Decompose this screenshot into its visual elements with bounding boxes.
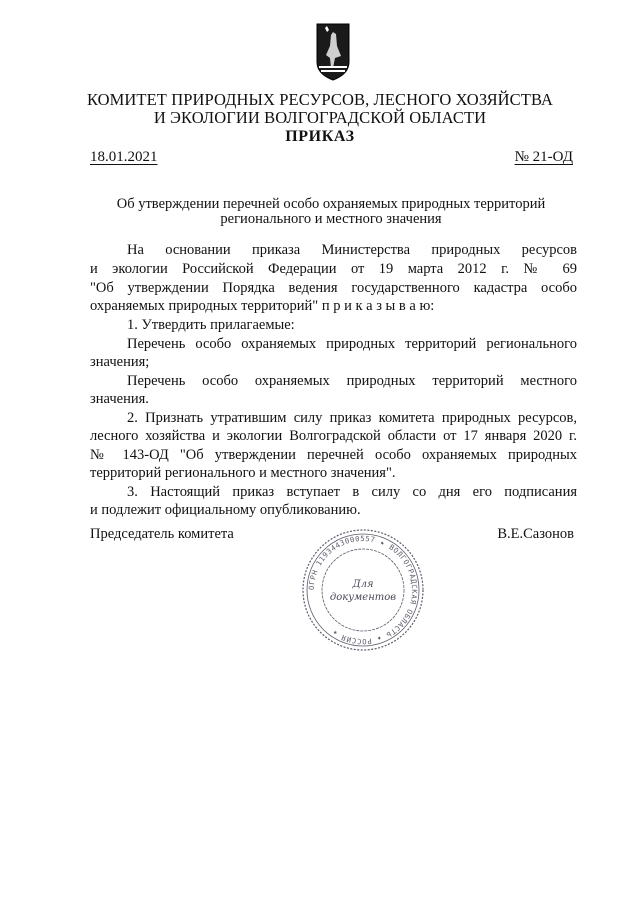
document-type: ПРИКАЗ bbox=[285, 128, 355, 145]
document-number: № 21-ОД bbox=[514, 149, 573, 165]
committee-name-line-2: И ЭКОЛОГИИ ВОЛГОГРАДСКОЙ ОБЛАСТИ bbox=[153, 108, 487, 127]
list-1-line-1: Перечень особо охраняемых природных территорий регионального bbox=[127, 336, 577, 352]
svg-text:ОГРН 1193443000557 ★ ВОЛГОГРАД bbox=[307, 534, 419, 646]
item-3-line-1: 3. Настоящий приказ вступает в силу со дня его подписания bbox=[127, 484, 577, 500]
paragraph-1-line-2: и экологии Российской Федерации от 19 марта 2012 г. № 69 bbox=[90, 261, 577, 277]
item-2-line-4: территорий регионального и местного значения". bbox=[90, 465, 396, 481]
list-1-line-2: значения; bbox=[90, 354, 150, 370]
coat-of-arms-icon bbox=[315, 22, 351, 82]
paragraph-1-line-1: На основании приказа Министерства природных ресурсов bbox=[127, 242, 577, 258]
stamp-center-text-2: документов bbox=[329, 592, 397, 603]
item-2-line-2: лесного хозяйства и экологии Волгоградской области от 17 января 2020 г. bbox=[90, 428, 577, 444]
committee-name-line-1: КОМИТЕТ ПРИРОДНЫХ РЕСУРСОВ, ЛЕСНОГО ХОЗЯЙСТВА bbox=[86, 90, 554, 109]
item-3-line-2: и подлежит официальному опубликованию. bbox=[90, 502, 361, 518]
list-2-line-2: значения. bbox=[90, 391, 149, 407]
paragraph-1-line-4: охраняемых природных территорий" п р и к а з ы в а ю: bbox=[90, 298, 435, 314]
subject-line-2: регионального и местного значения bbox=[220, 211, 442, 227]
document-date: 18.01.2021 bbox=[90, 149, 158, 165]
item-2-line-1: 2. Признать утратившим силу приказ комитета природных ресурсов, bbox=[127, 410, 577, 426]
stamp-center-text-1: Для bbox=[352, 579, 374, 590]
item-1: 1. Утвердить прилагаемые: bbox=[127, 317, 295, 333]
item-2-line-3: № 143-ОД "Об утверждении перечней особо охраняемых природных bbox=[90, 447, 577, 463]
stamp-ring-text: ОГРН 1193443000557 ★ ВОЛГОГРАДСКАЯ ОБЛАСТЬ ★ РОССИЯ ★ bbox=[306, 533, 420, 647]
paragraph-1-line-3: "Об утверждении Порядка ведения государственного кадастра особо bbox=[90, 280, 577, 296]
subject-line-1: Об утверждении перечней особо охраняемых природных территорий bbox=[116, 196, 546, 212]
signatory-name: В.Е.Сазонов bbox=[497, 526, 574, 542]
signatory-position: Председатель комитета bbox=[90, 526, 234, 542]
official-stamp-icon bbox=[298, 527, 428, 653]
list-2-line-1: Перечень особо охраняемых природных территорий местного bbox=[127, 373, 577, 389]
